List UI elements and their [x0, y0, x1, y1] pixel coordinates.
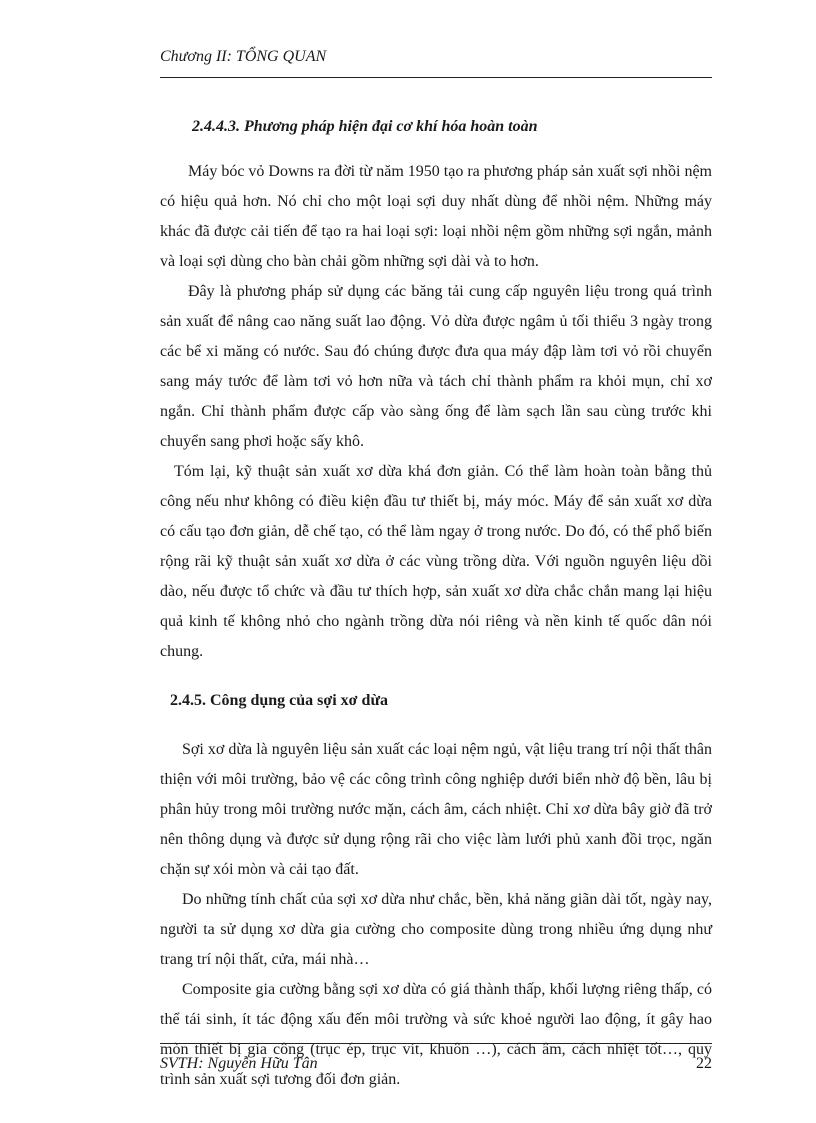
page-number: 22	[696, 1055, 712, 1072]
paragraph: Sợi xơ dừa là nguyên liệu sản xuất các loại nệm ngủ, vật liệu trang trí nội thất thân thiện với môi trường, bảo vệ các công trình công nghiệp dưới biển nhờ độ bền, lâu bị phân hủy trong môi trường nước mặn, cách âm, cách nhiệt. Chỉ xơ dừa bây giờ đã trở nên thông dụng và được sử dụng rộng rãi cho việc làm lưới phủ xanh đồi trọc, ngăn chặn sự xói mòn và cải tạo đất.	[160, 741, 712, 878]
paragraph: Composite gia cường bằng sợi xơ dừa có giá thành thấp, khối lượng riêng thấp, có thể tái sinh, ít tác động xấu đến môi trường và sức khoẻ người lao động, ít gây hao mòn thiết bị gia công (trục ép, trục vít, khuôn …), cách âm, cách nhiệt tốt…, quy trình sản xuất sợi tương đối đơn giản.	[160, 981, 712, 1088]
footer-author: SVTH: Nguyễn Hữu Tân	[160, 1055, 318, 1072]
paragraph: Do những tính chất của sợi xơ dừa như chắc, bền, khả năng giãn dài tốt, ngày nay, người ta sử dụng xơ dừa gia cường cho composite dùng trong nhiều ứng dụng như trang trí nội thất, cửa, mái nhà…	[160, 891, 712, 968]
paragraph: Máy bóc vỏ Downs ra đời từ năm 1950 tạo ra phương pháp sản xuất sợi nhồi nệm có hiệu quả hơn. Nó chỉ cho một loại sợi duy nhất dùng để nhồi nệm. Những máy khác đã được cải tiến để tạo ra hai loại sợi: loại nhồi nệm gồm những sợi ngắn, mảnh và loại sợi dùng cho bàn chải gồm những sợi dài và to hơn.	[160, 163, 712, 270]
footer-divider	[160, 1043, 712, 1044]
section-heading-2-4-4-3: 2.4.4.3. Phương pháp hiện đại cơ khí hóa hoàn toàn	[192, 118, 538, 135]
section-heading-2-4-5: 2.4.5. Công dụng của sợi xơ dừa	[170, 692, 389, 709]
header-divider	[160, 77, 712, 78]
page-body	[160, 113, 712, 1095]
chapter-header: Chương II: TỔNG QUAN	[160, 48, 327, 65]
paragraph: Tóm lại, kỹ thuật sản xuất xơ dừa khá đơn giản. Có thể làm hoàn toàn bằng thủ công nếu như không có điều kiện đầu tư thiết bị, máy móc. Máy để sản xuất xơ dừa có cấu tạo đơn giản, dễ chế tạo, có thể làm ngay ở trong nước. Do đó, có thể phổ biến rộng rãi kỹ thuật sản xuất xơ dừa ở các vùng trồng dừa. Với nguồn nguyên liệu dồi dào, nếu được tổ chức và đầu tư thích hợp, sản xuất xơ dừa chắc chắn mang lại hiệu quả kinh tế không nhỏ cho ngành trồng dừa nói riêng và nền kinh tế quốc dân nói chung.	[160, 463, 712, 660]
paragraph: Đây là phương pháp sử dụng các băng tải cung cấp nguyên liệu trong quá trình sản xuất để nâng cao năng suất lao động. Vỏ dừa được ngâm ủ tối thiểu 3 ngày trong các bể xi măng có nước. Sau đó chúng được đưa qua máy đập làm tơi vỏ rồi chuyển sang máy tước để làm tơi vỏ hơn nữa và tách chỉ thành phẩm ra khỏi mụn, chỉ xơ ngắn. Chỉ thành phẩm được cấp vào sàng ống để làm sạch lần sau cùng trước khi chuyển sang phơi hoặc sấy khô.	[160, 283, 712, 450]
